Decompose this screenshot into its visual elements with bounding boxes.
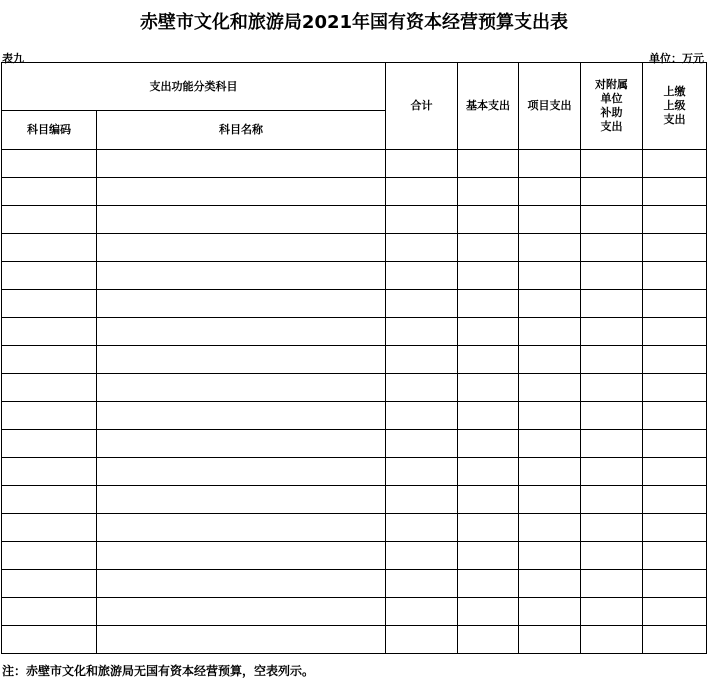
table-cell [386,178,458,206]
table-row [2,346,707,374]
table-row [2,402,707,430]
table-cell [97,486,386,514]
table-cell [519,402,581,430]
table-cell [643,262,707,290]
table-cell [2,402,97,430]
table-cell [2,290,97,318]
table-cell [643,234,707,262]
table-cell [386,150,458,178]
table-cell [97,458,386,486]
table-row [2,290,707,318]
table-cell [97,626,386,654]
table-cell [643,290,707,318]
table-cell [458,514,519,542]
unit-label: 单位：万元 [649,52,704,65]
table-cell [97,262,386,290]
table-cell [386,486,458,514]
table-cell [519,598,581,626]
table-cell [581,150,643,178]
table-cell [581,570,643,598]
header-total: 合计 [386,63,458,150]
table-cell [519,262,581,290]
table-cell [519,178,581,206]
header-subject-code: 科目编码 [2,111,97,150]
table-cell [97,290,386,318]
table-number: 表九 [2,52,24,65]
table-cell [458,374,519,402]
table-cell [643,150,707,178]
table-cell [97,570,386,598]
table-cell [458,430,519,458]
table-cell [458,458,519,486]
table-cell [519,430,581,458]
table-cell [643,346,707,374]
table-cell [97,178,386,206]
table-cell [97,402,386,430]
table-cell [519,206,581,234]
table-cell [458,234,519,262]
table-cell [386,458,458,486]
table-cell [519,290,581,318]
table-cell [519,626,581,654]
table-cell [581,542,643,570]
table-cell [643,430,707,458]
table-cell [2,542,97,570]
table-cell [581,598,643,626]
table-cell [97,346,386,374]
table-row [2,234,707,262]
table-row [2,374,707,402]
table-cell [458,178,519,206]
footnote: 注：赤壁市文化和旅游局无国有资本经营预算，空表列示。 [2,664,315,678]
table-cell [581,626,643,654]
page-title: 赤壁市文化和旅游局2021年国有资本经营预算支出表 [139,12,569,33]
table-cell [386,514,458,542]
table-cell [2,626,97,654]
header-function-category: 支出功能分类科目 [2,63,386,111]
table-cell [2,206,97,234]
table-cell [2,346,97,374]
table-cell [386,598,458,626]
table-cell [97,430,386,458]
table-cell [97,542,386,570]
table-cell [581,514,643,542]
budget-table [1,62,707,654]
table-cell [581,290,643,318]
table-cell [458,542,519,570]
table-cell [2,150,97,178]
table-row [2,486,707,514]
table-cell [97,234,386,262]
table-cell [386,346,458,374]
table-cell [458,626,519,654]
table-cell [2,514,97,542]
table-cell [581,486,643,514]
table-cell [519,346,581,374]
table-cell [581,262,643,290]
table-cell [386,374,458,402]
table-cell [643,486,707,514]
table-cell [2,234,97,262]
table-row [2,626,707,654]
table-cell [458,262,519,290]
table-cell [386,206,458,234]
table-cell [458,318,519,346]
table-row [2,178,707,206]
table-cell [97,598,386,626]
table-cell [97,374,386,402]
table-cell [458,346,519,374]
table-cell [458,570,519,598]
table-row [2,458,707,486]
header-subject-name: 科目名称 [97,111,386,150]
table-cell [97,514,386,542]
table-cell [519,374,581,402]
table-cell [386,234,458,262]
table-cell [643,402,707,430]
table-cell [386,402,458,430]
header-project-expense: 项目支出 [519,63,581,150]
table-cell [97,150,386,178]
table-cell [519,318,581,346]
table-cell [2,598,97,626]
table-row [2,598,707,626]
table-cell [519,458,581,486]
table-cell [581,206,643,234]
table-row [2,206,707,234]
table-cell [581,346,643,374]
table-cell [581,402,643,430]
table-cell [2,570,97,598]
table-cell [2,318,97,346]
table-row [2,318,707,346]
table-cell [581,178,643,206]
table-cell [581,234,643,262]
table-cell [386,430,458,458]
table-cell [643,458,707,486]
table-cell [386,262,458,290]
table-cell [386,626,458,654]
table-row [2,542,707,570]
table-cell [643,374,707,402]
table-cell [581,458,643,486]
table-row [2,150,707,178]
table-row [2,430,707,458]
table-cell [643,598,707,626]
table-cell [643,570,707,598]
table-cell [2,458,97,486]
header-subsidy-expense: 对附属 单位 补助 支出 [581,63,643,150]
table-cell [519,542,581,570]
table-cell [519,234,581,262]
table-cell [643,178,707,206]
table-cell [643,542,707,570]
table-cell [458,598,519,626]
table-cell [386,570,458,598]
table-cell [643,514,707,542]
table-cell [386,542,458,570]
table-cell [2,430,97,458]
table-row [2,570,707,598]
table-cell [643,626,707,654]
table-row [2,262,707,290]
table-row [2,514,707,542]
table-cell [386,290,458,318]
table-cell [2,262,97,290]
table-cell [2,486,97,514]
table-cell [519,486,581,514]
table-cell [97,318,386,346]
table-cell [458,150,519,178]
table-cell [519,150,581,178]
table-cell [643,318,707,346]
table-cell [458,402,519,430]
table-cell [386,318,458,346]
table-cell [581,318,643,346]
table-cell [581,374,643,402]
table-cell [519,514,581,542]
table-cell [97,206,386,234]
table-cell [2,178,97,206]
table-cell [458,290,519,318]
header-upper-expense: 上缴 上级 支出 [643,63,707,150]
table-cell [581,430,643,458]
table-cell [643,206,707,234]
table-cell [2,374,97,402]
table-cell [458,206,519,234]
table-cell [458,486,519,514]
table-cell [519,570,581,598]
header-basic-expense: 基本支出 [458,63,519,150]
